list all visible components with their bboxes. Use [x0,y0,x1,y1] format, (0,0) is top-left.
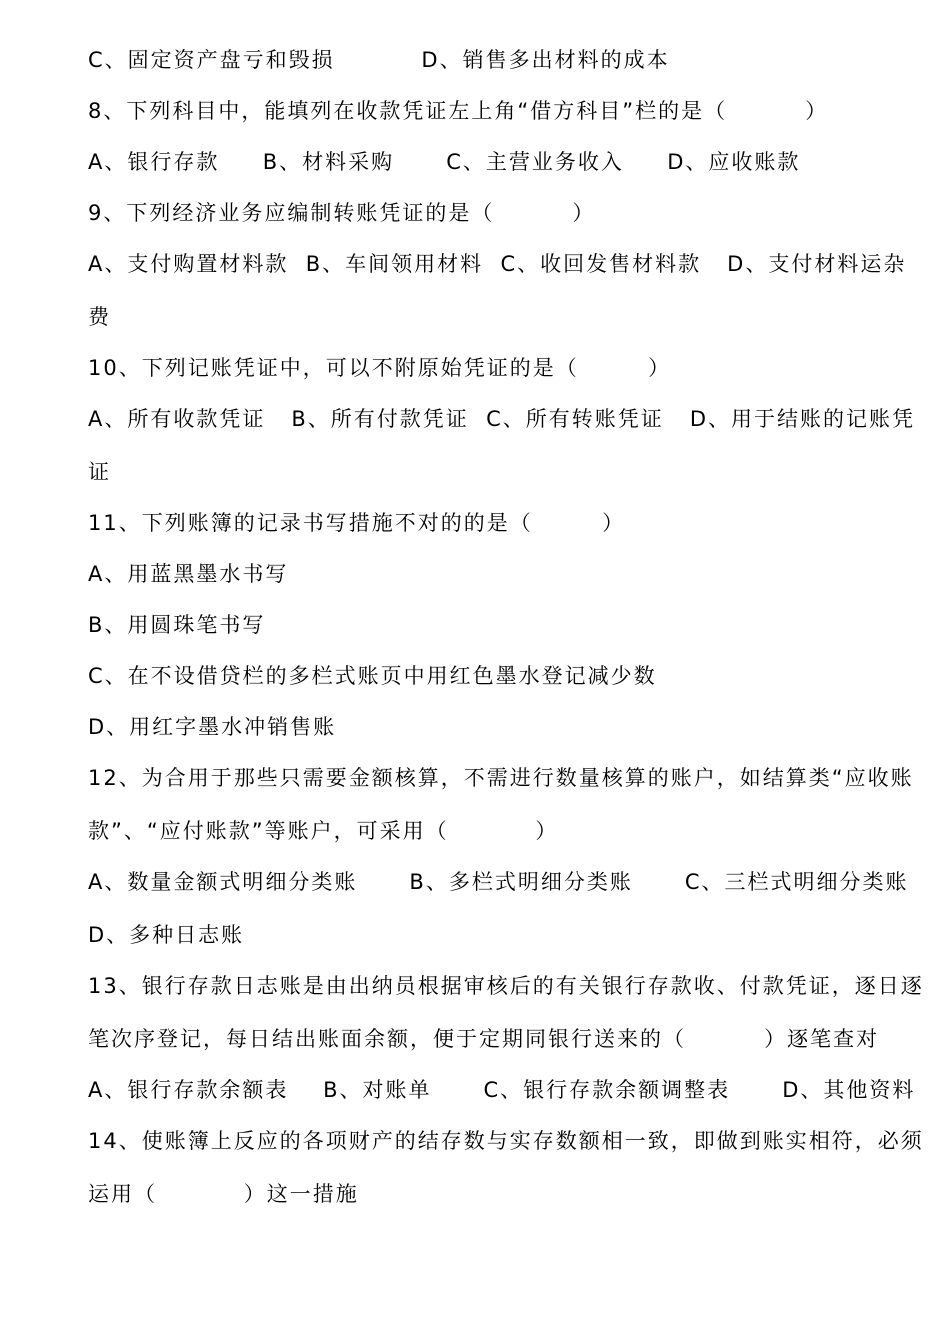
question-14: 14、使账簿上反应的各项财产的结存数与实存数额相一致，即做到账实相符，必须 [88,1129,924,1153]
option-b-q11: B、用圆珠笔书写 [88,613,266,637]
option-a-q11: A、用蓝黑墨水书写 [88,562,289,586]
option-d-q12: D、多种日志账 [88,923,245,947]
question-14-continued: 运用（ ）这一措施 [88,1182,359,1206]
question-13-continued: 笔次序登记，每日结出账面余额，便于定期同银行送来的（ ）逐笔查对 [88,1027,880,1051]
question-8: 8、下列科目中，能填列在收款凭证左上角“借方科目”栏的是（ ） [88,99,829,123]
question-13: 13、银行存款日志账是由出纳员根据审核后的有关银行存款收、付款凭证，逐日逐 [88,974,924,998]
question-9: 9、下列经济业务应编制转账凭证的是（ ） [88,201,596,225]
question-11: 11、下列账簿的记录书写措施不对的的是（ ） [88,511,626,535]
options-q10: A、所有收款凭证 B、所有付款凭证 C、所有转账凭证 D、用于结账的记账凭 [88,407,916,431]
options-q8: A、银行存款 B、材料采购 C、主营业务收入 D、应收账款 [88,150,801,174]
options-q9: A、支付购置材料款 B、车间领用材料 C、收回发售材料款 D、支付材料运杂 [88,252,907,276]
option-c-q11: C、在不设借贷栏的多栏式账页中用红色墨水登记减少数 [88,664,657,688]
options-q13: A、银行存款余额表 B、对账单 C、银行存款余额调整表 D、其他资料 [88,1078,916,1102]
options-q12: A、数量金额式明细分类账 B、多栏式明细分类账 C、三栏式明细分类账 [88,870,909,894]
question-12-continued: 款”、“应付账款”等账户，可采用（ ） [88,819,559,843]
line-option-c-d-q7: C、固定资产盘亏和毁损 D、销售多出材料的成本 [88,48,670,72]
option-d-q11: D、用红字墨水冲销售账 [88,715,337,739]
options-q9-continued: 费 [88,305,111,329]
question-12: 12、为合用于那些只需要金额核算，不需进行数量核算的账户，如结算类“应收账 [88,766,914,790]
options-q10-continued: 证 [88,460,111,484]
question-10: 10、下列记账凭证中，可以不附原始凭证的是（ ） [88,356,672,380]
